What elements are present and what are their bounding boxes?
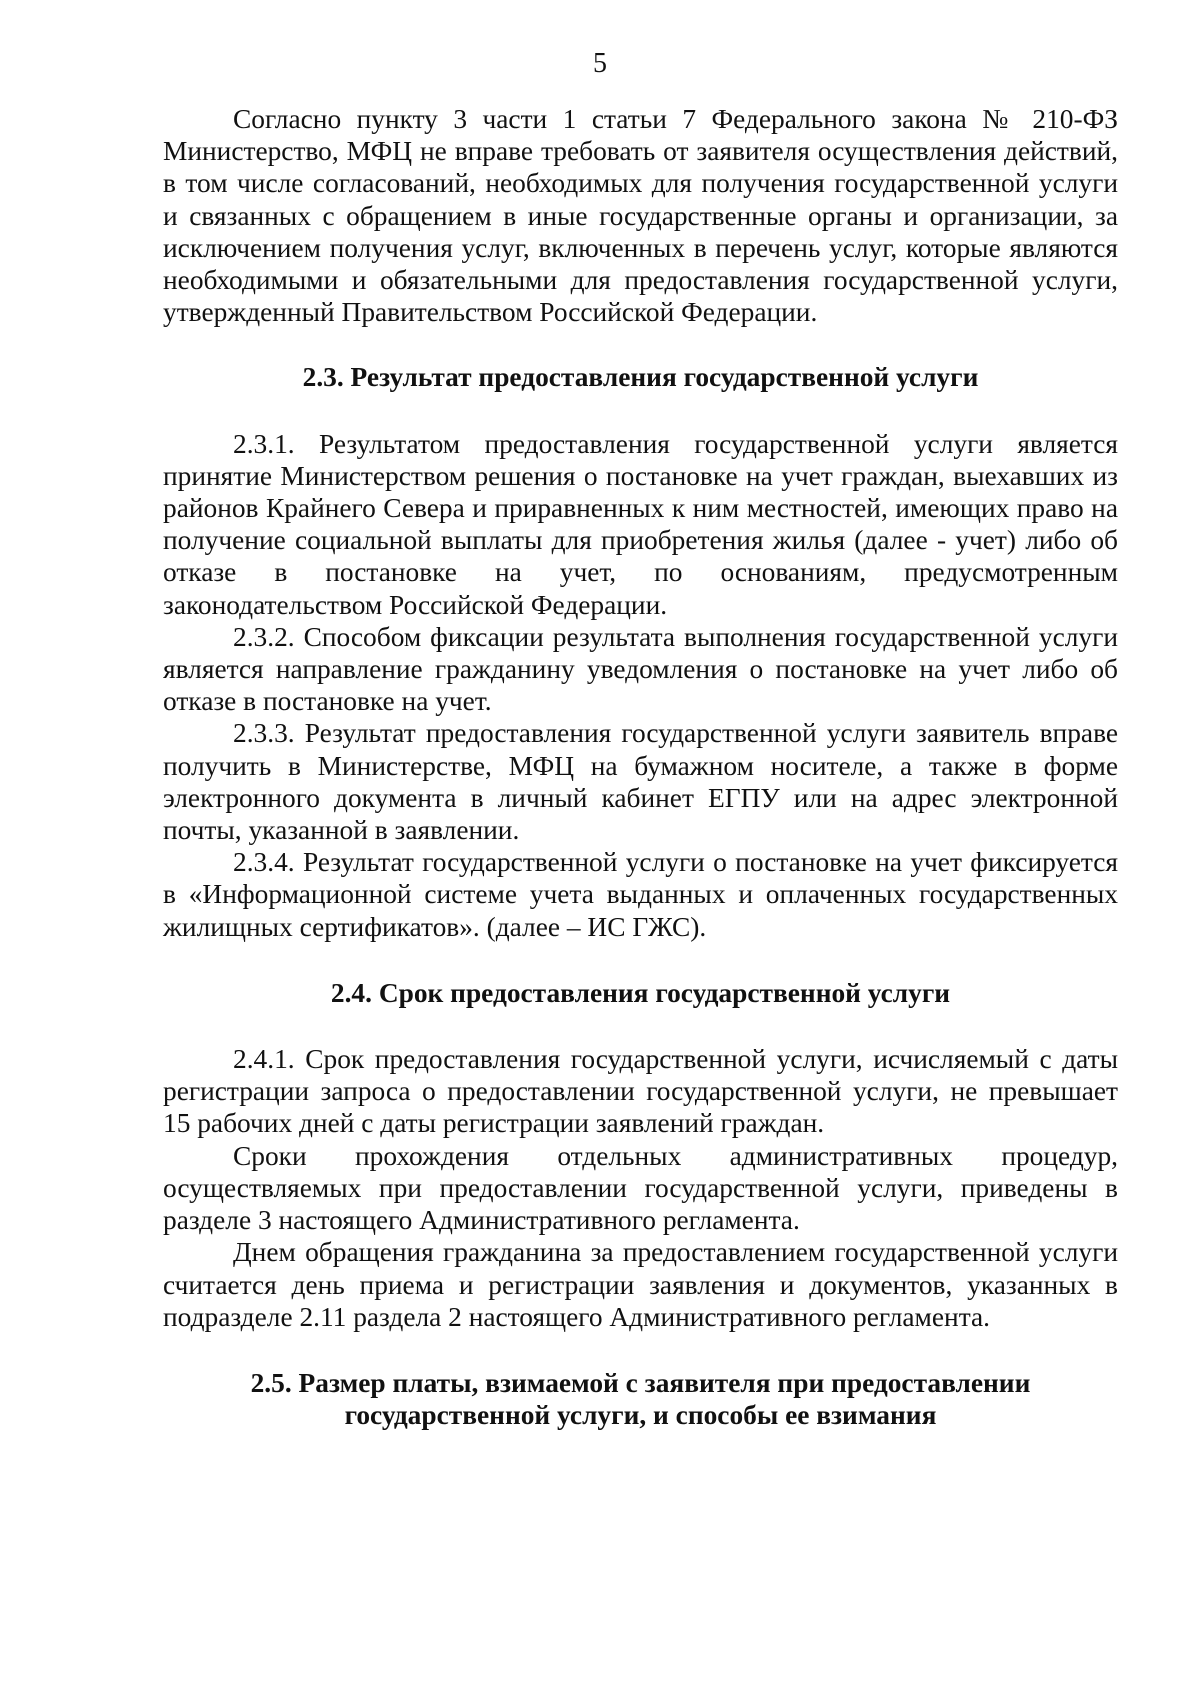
document-body: [163, 103, 1118, 1431]
intro-paragraph: Согласно пункту 3 части 1 статьи 7 Федерального закона № 210-ФЗ Министерство, МФЦ не вправе требовать от заявителя осуществления действий, в том числе согласований, необходимых для получения государственной услуги и связанных с обращением в иные государственные органы и организации, за исключением получения услуг, включенных в перечень услуг, которые являются необходимыми и обязательными для предоставления государственной услуги, утвержденный Правительством Российской Федерации.: [163, 104, 1118, 328]
paragraph-2-3-1: 2.3.1. Результатом предоставления государственной услуги является принятие Министерством решения о постановке на учет граждан, выехавших из районов Крайнего Севера и приравненных к ним местностей, имеющих право на получение социальной выплаты для приобретения жилья (далее - учет) либо об отказе в постановке на учет, по основаниям, предусмотренным законодательством Российской Федерации.: [163, 428, 1118, 620]
section-heading-2-5-line1: 2.5. Размер платы, взимаемой с заявителя при предоставлении: [250, 1367, 1031, 1398]
paragraph-2-4-appeal-day: Днем обращения гражданина за предоставлением государственной услуги считается день приема и регистрации заявления и документов, указанных в подразделе 2.11 раздела 2 настоящего Административного регламента.: [163, 1237, 1118, 1332]
section-heading-2-4: 2.4. Срок предоставления государственной услуги: [330, 977, 951, 1008]
paragraph-2-4-1: 2.4.1. Срок предоставления государственной услуги, исчисляемый с даты регистрации запроса о предоставлении государственной услуги, не превышает 15 рабочих дней с даты регистрации заявлений граждан.: [163, 1044, 1118, 1139]
section-heading-2-5: [163, 1367, 1118, 1431]
paragraph-2-3-2: 2.3.2. Способом фиксации результата выполнения государственной услуги является направление гражданину уведомления о постановке на учет либо об отказе в постановке на учет.: [163, 621, 1118, 717]
paragraph-2-3-3: 2.3.3. Результат предоставления государственной услуги заявитель вправе получить в Министерстве, МФЦ на бумажном носителе, а также в форме электронного документа в личный кабинет ЕГПУ или на адрес электронной почты, указанной в заявлении.: [163, 718, 1118, 846]
paragraph-2-4-terms: Сроки прохождения отдельных административных процедур, осуществляемых при предоставлении государственной услуги, приведены в разделе 3 настоящего Административного регламента.: [163, 1140, 1118, 1236]
section-heading-2-3: 2.3. Результат предоставления государственной услуги: [302, 362, 979, 393]
page-number: 5: [593, 48, 607, 79]
section-heading-2-5-line2: государственной услуги, и способы ее взимания: [344, 1400, 937, 1431]
paragraph-2-3-4: 2.3.4. Результат государственной услуги о постановке на учет фиксируется в «Информационной системе учета выданных и оплаченных государственных жилищных сертификатов». (далее – ИС ГЖС).: [163, 847, 1118, 942]
